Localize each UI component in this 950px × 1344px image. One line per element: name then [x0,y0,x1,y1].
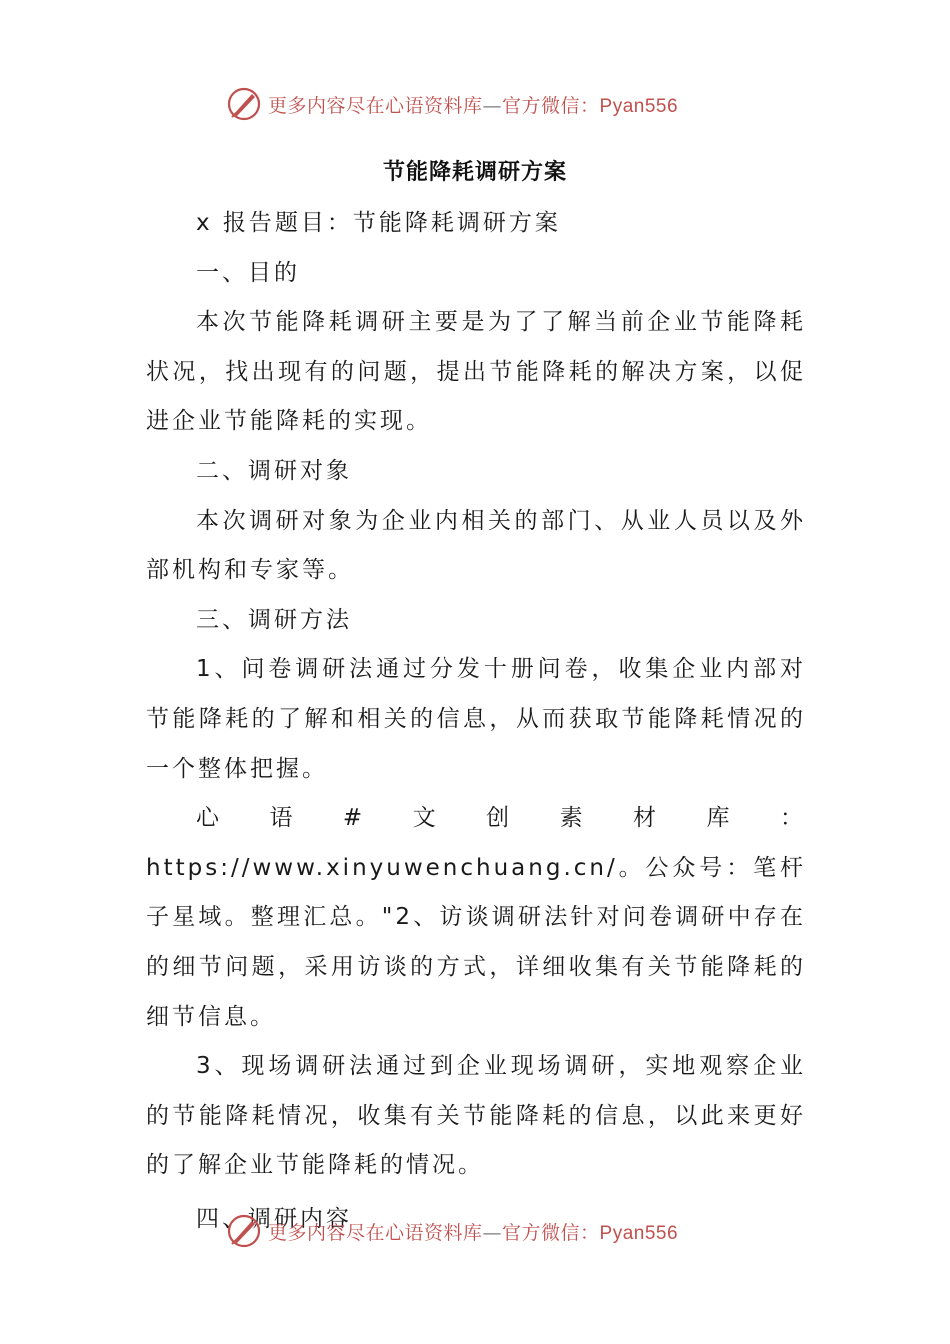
paragraph-method-interview: 心语#文创素材库：https://www.xinyuwenchuang.cn/。公众号：笔杆子星域。整理汇总。"2、访谈调研法针对问卷调研中存在的细节问题，采用访谈的方式，详细收集有关节能降耗的细节信息。 [146,805,806,1030]
header-banner [226,84,746,124]
document-body [146,199,806,1244]
banner-text: 更多内容尽在心语资料库—官方微信：Pyan556 [268,1221,679,1244]
quill-logo-icon [226,1213,262,1249]
section-heading-purpose: 一、目的 [196,259,300,286]
paragraph-method-questionnaire: 1、问卷调研法通过分发十册问卷，收集企业内部对节能降耗的了解和相关的信息，从而获取节能降耗情况的一个整体把握。 [146,656,806,782]
section-heading-methods: 三、调研方法 [196,606,352,633]
banner-text: 更多内容尽在心语资料库—官方微信：Pyan556 [268,94,679,117]
paragraph-subjects: 本次调研对象为企业内相关的部门、从业人员以及外部机构和专家等。 [146,507,806,584]
section-heading-content: 四、调研内容 [196,1205,352,1232]
document-title: 节能降耗调研方案 [382,160,567,185]
paragraph-purpose: 本次节能降耗调研主要是为了了解当前企业节能降耗状况，找出现有的问题，提出节能降耗的解决方案，以促进企业节能降耗的实现。 [146,309,806,435]
section-heading-subjects: 二、调研对象 [196,457,352,484]
report-topic-line: x 报告题目：节能降耗调研方案 [196,210,561,236]
quill-logo-icon [226,86,262,122]
paragraph-method-onsite: 3、现场调研法通过到企业现场调研，实地观察企业的节能降耗情况，收集有关节能降耗的信息，以此来更好的了解企业节能降耗的情况。 [146,1053,806,1179]
footer-banner [226,1211,746,1251]
